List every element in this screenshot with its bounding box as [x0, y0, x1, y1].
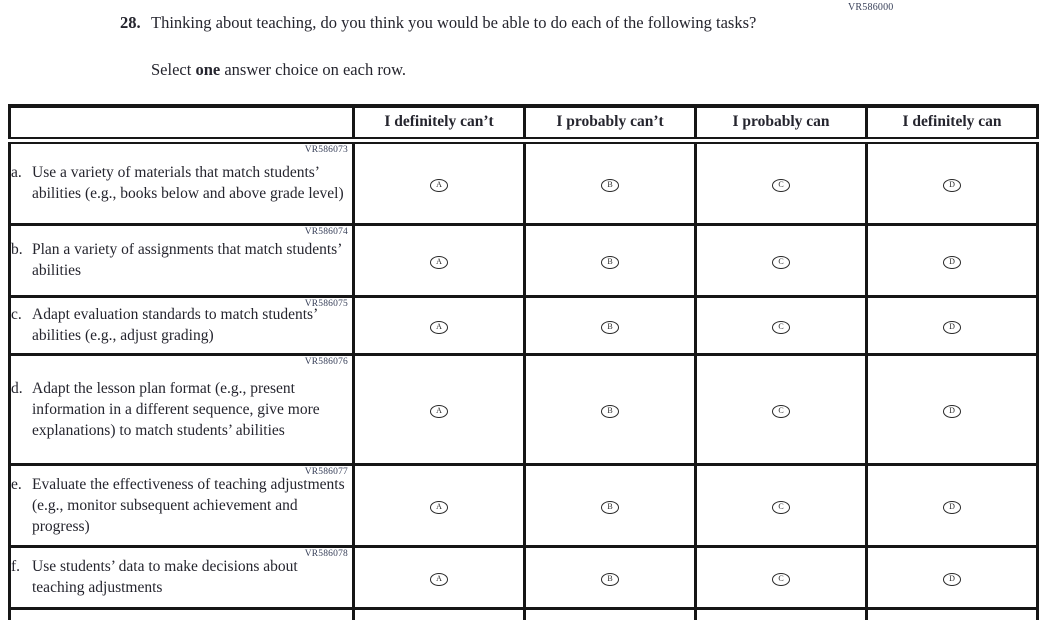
answer-cell-c1 — [354, 296, 525, 354]
grid-header-definitely-cant: I definitely can’t — [354, 106, 525, 140]
answer-cell-b4 — [867, 224, 1038, 296]
item-cell-b — [10, 224, 354, 296]
table-row-d — [10, 354, 1038, 464]
table-row-b — [10, 224, 1038, 296]
answer-cell-f4 — [867, 546, 1038, 608]
answer-cell-e4 — [867, 464, 1038, 546]
answer-cell-a1 — [354, 140, 525, 224]
table-row-e — [10, 464, 1038, 546]
answer-cell-e1 — [354, 464, 525, 546]
answer-bubble-f-definitely-can[interactable]: D — [943, 573, 961, 586]
answer-bubble-b-probably-cant[interactable]: B — [601, 256, 619, 269]
row-code-d: VR586076 — [304, 356, 348, 367]
answer-bubble-f-probably-can[interactable]: C — [772, 573, 790, 586]
answer-bubble-b-definitely-cant[interactable]: A — [430, 256, 448, 269]
item-label-e: e. — [11, 475, 22, 493]
answer-cell-c3 — [696, 296, 867, 354]
item-label-b: b. — [11, 241, 23, 258]
answer-bubble-c-probably-cant[interactable]: B — [601, 321, 619, 334]
answer-bubble-f-definitely-cant[interactable]: A — [430, 573, 448, 586]
item-cell-c — [10, 296, 354, 354]
answer-bubble-d-definitely-can[interactable]: D — [943, 405, 961, 418]
answer-bubble-a-definitely-cant[interactable]: A — [430, 179, 448, 192]
answer-bubble-c-definitely-can[interactable]: D — [943, 321, 961, 334]
row-code-c: VR586075 — [304, 298, 348, 309]
grid-header-empty — [10, 106, 354, 140]
answer-grid — [8, 104, 1039, 620]
instruction-prefix: Select — [151, 60, 196, 79]
item-cell-d — [10, 354, 354, 464]
answer-cell-d2 — [525, 354, 696, 464]
table-row-c — [10, 296, 1038, 354]
grid-header-definitely-can: I definitely can — [867, 106, 1038, 140]
item-label-c: c. — [11, 306, 22, 323]
item-label-a: a. — [11, 164, 22, 181]
item-cell-a — [10, 140, 354, 224]
answer-bubble-b-probably-can[interactable]: C — [772, 256, 790, 269]
answer-bubble-b-definitely-can[interactable]: D — [943, 256, 961, 269]
answer-bubble-e-probably-cant[interactable]: B — [601, 501, 619, 514]
answer-bubble-a-definitely-can[interactable]: D — [943, 179, 961, 192]
item-text-d: Adapt the lesson plan format (e.g., present information in a different sequence, give more explanations) to match students’ abilities — [32, 379, 320, 439]
answer-cell-c4 — [867, 296, 1038, 354]
grid-header-probably-cant: I probably can’t — [525, 106, 696, 140]
item-text-c: Adapt evaluation standards to match students’ abilities (e.g., adjust grading) — [32, 306, 318, 344]
answer-cell-b2 — [525, 224, 696, 296]
answer-cell-f3 — [696, 546, 867, 608]
grid-header-probably-can: I probably can — [696, 106, 867, 140]
answer-bubble-a-probably-cant[interactable]: B — [601, 179, 619, 192]
answer-cell-d4 — [867, 354, 1038, 464]
answer-cell-a2 — [525, 140, 696, 224]
answer-bubble-c-definitely-cant[interactable]: A — [430, 321, 448, 334]
instruction-bold-word: one — [195, 60, 221, 79]
answer-bubble-d-definitely-cant[interactable]: A — [430, 405, 448, 418]
row-code-b: VR586074 — [304, 226, 348, 237]
answer-cell-e2 — [525, 464, 696, 546]
answer-cell-b1 — [354, 224, 525, 296]
form-code: VR586000 — [848, 2, 894, 13]
row-code-a: VR586073 — [304, 144, 348, 155]
item-text-f: Use students’ data to make decisions about teaching adjustments — [32, 558, 298, 596]
row-code-f: VR586078 — [304, 548, 348, 559]
question-instruction — [151, 60, 406, 80]
answer-cell-f2 — [525, 546, 696, 608]
answer-bubble-e-definitely-cant[interactable]: A — [430, 501, 448, 514]
answer-cell-a4 — [867, 140, 1038, 224]
answer-cell-c2 — [525, 296, 696, 354]
answer-bubble-a-probably-can[interactable]: C — [772, 179, 790, 192]
table-row-f — [10, 546, 1038, 608]
item-text-b: Plan a variety of assignments that match students’ abilities — [32, 241, 342, 279]
question-block — [120, 11, 810, 34]
answer-cell-e3 — [696, 464, 867, 546]
table-row-a — [10, 140, 1038, 224]
answer-bubble-c-probably-can[interactable]: C — [772, 321, 790, 334]
answer-cell-d3 — [696, 354, 867, 464]
item-cell-e — [10, 464, 354, 546]
answer-bubble-d-probably-cant[interactable]: B — [601, 405, 619, 418]
answer-cell-f1 — [354, 546, 525, 608]
table-continuation-stub — [10, 608, 1038, 620]
item-label-d: d. — [11, 379, 23, 397]
answer-cell-b3 — [696, 224, 867, 296]
answer-bubble-d-probably-can[interactable]: C — [772, 405, 790, 418]
item-text-a: Use a variety of materials that match students’ abilities (e.g., books below and above grade level) — [32, 164, 344, 202]
question-text: Thinking about teaching, do you think you would be able to do each of the following tasks? — [151, 13, 757, 32]
answer-cell-a3 — [696, 140, 867, 224]
instruction-suffix: answer choice on each row. — [220, 60, 407, 79]
item-cell-f — [10, 546, 354, 608]
answer-bubble-e-probably-can[interactable]: C — [772, 501, 790, 514]
item-label-f: f. — [11, 558, 21, 575]
question-number: 28. — [120, 13, 141, 32]
answer-bubble-e-definitely-can[interactable]: D — [943, 501, 961, 514]
grid-header-row — [10, 106, 1038, 140]
item-text-e: Evaluate the effectiveness of teaching adjustments (e.g., monitor subsequent achievement and progress) — [32, 475, 345, 535]
row-code-e: VR586077 — [304, 466, 348, 477]
answer-cell-d1 — [354, 354, 525, 464]
answer-bubble-f-probably-cant[interactable]: B — [601, 573, 619, 586]
